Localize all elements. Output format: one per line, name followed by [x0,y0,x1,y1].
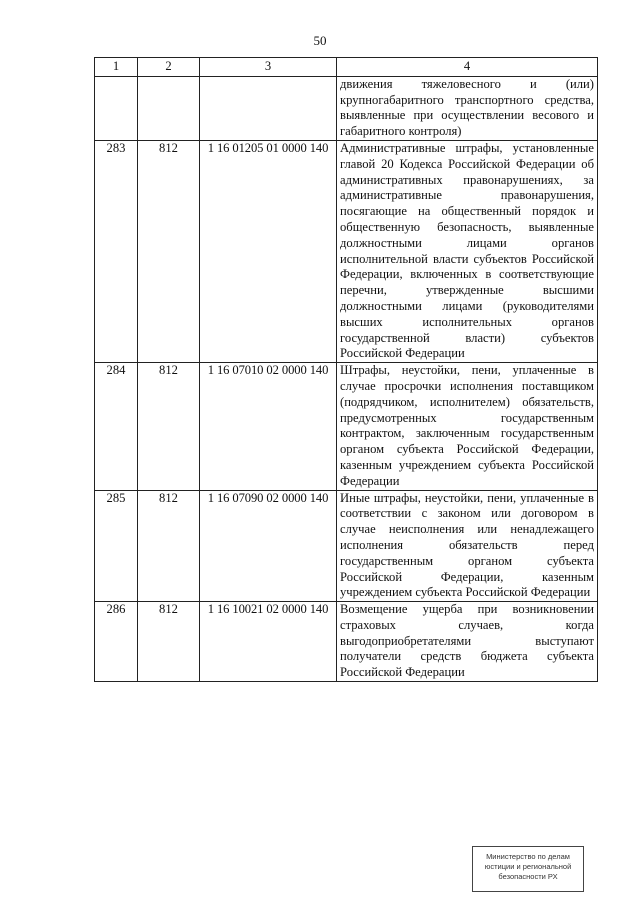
column-header-1: 1 [95,58,138,77]
stamp-line-2: юстиции и региональной [484,862,572,871]
admin-code [138,76,200,140]
column-header-2: 2 [138,58,200,77]
page-number: 50 [313,33,327,48]
table-row [95,76,598,140]
row-number: 284 [95,363,138,490]
budget-code [200,76,337,140]
column-header-3: 3 [200,58,337,77]
revenue-description: движения тяжеловесного и (или) крупногабаритного транспортного средства, выявленные при осуществлении весового и габаритного контроля) [337,76,598,140]
revenue-description: Административные штрафы, установленные главой 20 Кодекса Российской Федерации об административных правонарушениях, за административные правонарушения, посягающие на общественный порядок и общественную безопасность, выявленные должностными лицами органов исполнительной власти субъектов Российской Федерации, включенных в соответствующие перечни, утвержденные высшими должностными лицами (руководителями высших исполнительных органов государственной власти) субъектов Российской Федерации [337,140,598,362]
column-header-4: 4 [337,58,598,77]
revenue-description: Штрафы, неустойки, пени, уплаченные в случае просрочки исполнения поставщиком (подрядчиком, исполнителем) обязательств, предусмотренных государственным контрактом, заключенным государственным органом субъекта Российской Федерации, казенным учреждением субъекта Российской Федерации [337,363,598,490]
admin-code: 812 [138,602,200,682]
admin-code: 812 [138,140,200,362]
admin-code: 812 [138,363,200,490]
budget-code: 1 16 10021 02 0000 140 [200,602,337,682]
row-number [95,76,138,140]
admin-code: 812 [138,490,200,602]
row-number: 286 [95,602,138,682]
table-row [95,602,598,682]
stamp-line-1: Министерство по делам [486,852,570,861]
budget-code: 1 16 01205 01 0000 140 [200,140,337,362]
table-header-row [95,58,598,77]
revenue-description: Иные штрафы, неустойки, пени, уплаченные в соответствии с законом или договором в случае неисполнения или ненадлежащего исполнения обязательств перед государственным органом субъекта Российской Федерации, казенным учреждением субъекта Российской Федерации [337,490,598,602]
budget-code: 1 16 07010 02 0000 140 [200,363,337,490]
revenue-description: Возмещение ущерба при возникновении страховых случаев, когда выгодоприобретателями выступают получатели средств бюджета субъекта Российской Федерации [337,602,598,682]
budget-code: 1 16 07090 02 0000 140 [200,490,337,602]
row-number: 285 [95,490,138,602]
table-row [95,490,598,602]
table-row [95,363,598,490]
ministry-stamp [472,846,584,892]
revenue-codes-table [94,57,598,682]
table-row [95,140,598,362]
stamp-line-3: безопасности РХ [498,872,558,881]
row-number: 283 [95,140,138,362]
